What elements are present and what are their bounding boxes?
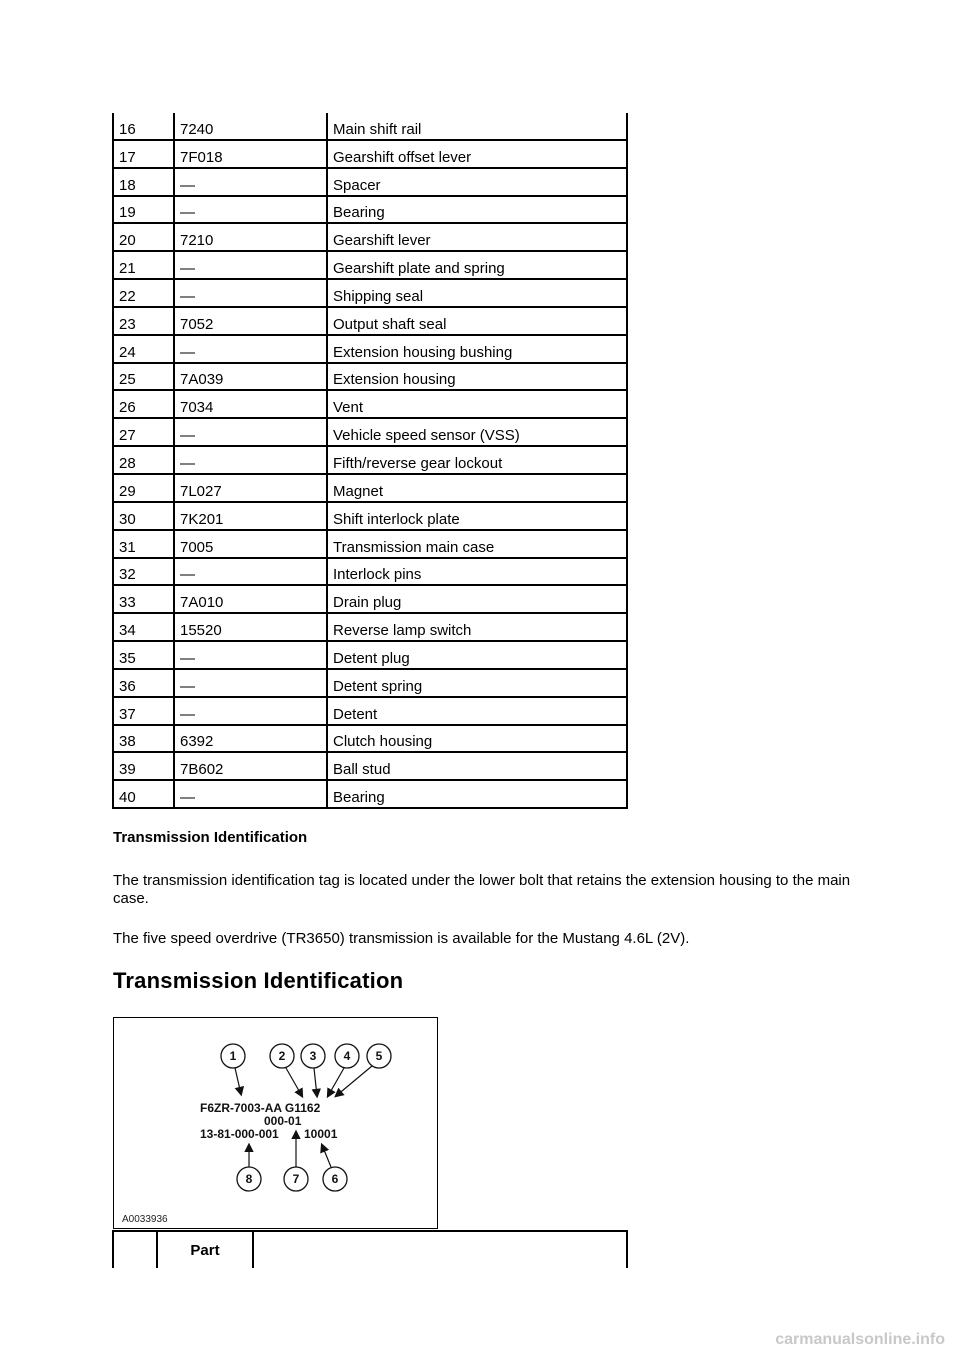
cell-part-number: — (174, 168, 327, 196)
cell-description: Gearshift plate and spring (327, 251, 627, 279)
cell-description: Transmission main case (327, 530, 627, 558)
table-row (113, 251, 627, 279)
cell-item-number: 31 (113, 530, 174, 558)
cell-part-number: — (174, 251, 327, 279)
cell-description: Extension housing bushing (327, 335, 627, 363)
leader-lines (235, 1066, 372, 1167)
table-row (113, 558, 627, 586)
cell-part-number: — (174, 418, 327, 446)
cell-item-number: 19 (113, 196, 174, 224)
part-table-header (112, 1230, 628, 1268)
callout-8 (237, 1167, 261, 1191)
callout-4 (335, 1044, 359, 1068)
cell-part-number: — (174, 641, 327, 669)
cell-description: Gearshift offset lever (327, 140, 627, 168)
identification-tag-figure (113, 1017, 438, 1229)
cell-description: Fifth/reverse gear lockout (327, 446, 627, 474)
cell-item-number: 38 (113, 725, 174, 753)
table-row (113, 613, 627, 641)
cell-item-number: 34 (113, 613, 174, 641)
cell-description: Vent (327, 390, 627, 418)
section-subheading: Transmission Identification (113, 829, 308, 846)
cell-part-number: 7240 (174, 113, 327, 140)
table-row (113, 390, 627, 418)
cell-part-number: 7L027 (174, 474, 327, 502)
parts-table-body (113, 113, 627, 808)
cell-item-number: 26 (113, 390, 174, 418)
table-row (113, 335, 627, 363)
header-cell-part: Part (157, 1231, 253, 1268)
callout-3 (301, 1044, 325, 1068)
table-row (113, 780, 627, 808)
cell-item-number: 17 (113, 140, 174, 168)
callout-7 (284, 1167, 308, 1191)
table-row (113, 168, 627, 196)
cell-item-number: 36 (113, 669, 174, 697)
callout-6 (323, 1167, 347, 1191)
svg-text:3: 3 (309, 1049, 317, 1063)
cell-description: Detent plug (327, 641, 627, 669)
cell-part-number: 7A039 (174, 363, 327, 391)
cell-item-number: 29 (113, 474, 174, 502)
cell-item-number: 35 (113, 641, 174, 669)
table-row (113, 307, 627, 335)
tag-line-3: 13-81-000-001 (200, 1127, 279, 1141)
callout-5 (367, 1044, 391, 1068)
cell-item-number: 18 (113, 168, 174, 196)
cell-part-number: — (174, 558, 327, 586)
table-row (113, 223, 627, 251)
cell-part-number: 15520 (174, 613, 327, 641)
callout-2 (270, 1044, 294, 1068)
table-row (113, 140, 627, 168)
cell-part-number: 7034 (174, 390, 327, 418)
tag-line-2: 000-01 (264, 1114, 302, 1128)
table-row (113, 530, 627, 558)
svg-text:4: 4 (343, 1049, 351, 1063)
cell-description: Clutch housing (327, 725, 627, 753)
svg-text:2: 2 (278, 1049, 286, 1063)
table-row (113, 363, 627, 391)
cell-part-number: 7005 (174, 530, 327, 558)
svg-text:1: 1 (229, 1049, 237, 1063)
cell-description: Extension housing (327, 363, 627, 391)
table-row (113, 418, 627, 446)
table-row (113, 446, 627, 474)
cell-part-number: 7052 (174, 307, 327, 335)
cell-item-number: 24 (113, 335, 174, 363)
cell-part-number: — (174, 669, 327, 697)
tag-illustration (114, 1018, 439, 1230)
callout-1 (221, 1044, 245, 1068)
table-row (113, 502, 627, 530)
cell-description: Drain plug (327, 585, 627, 613)
cell-item-number: 32 (113, 558, 174, 586)
tag-line-1: F6ZR-7003-AA G1162 (200, 1101, 321, 1115)
cell-description: Spacer (327, 168, 627, 196)
svg-text:8: 8 (245, 1172, 253, 1186)
cell-part-number: 7F018 (174, 140, 327, 168)
cell-description: Magnet (327, 474, 627, 502)
header-cell-item (113, 1231, 157, 1268)
cell-part-number: — (174, 446, 327, 474)
table-row (113, 196, 627, 224)
cell-item-number: 39 (113, 752, 174, 780)
cell-item-number: 25 (113, 363, 174, 391)
table-row (113, 725, 627, 753)
cell-part-number: 7A010 (174, 585, 327, 613)
table-row (113, 641, 627, 669)
figure-id: A0033936 (122, 1214, 168, 1225)
cell-part-number: 7K201 (174, 502, 327, 530)
cell-part-number: — (174, 335, 327, 363)
cell-item-number: 23 (113, 307, 174, 335)
cell-part-number: — (174, 196, 327, 224)
cell-description: Bearing (327, 780, 627, 808)
identification-paragraph: The transmission identification tag is located under the lower bolt that retains the extension housing to the main case. (113, 872, 851, 907)
cell-description: Main shift rail (327, 113, 627, 140)
cell-description: Detent (327, 697, 627, 725)
svg-text:7: 7 (292, 1172, 300, 1186)
cell-description: Bearing (327, 196, 627, 224)
cell-part-number: 7210 (174, 223, 327, 251)
table-row (113, 752, 627, 780)
cell-part-number: 7B602 (174, 752, 327, 780)
cell-description: Reverse lamp switch (327, 613, 627, 641)
cell-part-number: — (174, 279, 327, 307)
table-row (113, 113, 627, 140)
cell-part-number: — (174, 780, 327, 808)
header-cell-description (253, 1231, 627, 1268)
svg-text:6: 6 (331, 1172, 339, 1186)
cell-item-number: 20 (113, 223, 174, 251)
svg-text:5: 5 (375, 1049, 383, 1063)
cell-item-number: 30 (113, 502, 174, 530)
cell-item-number: 40 (113, 780, 174, 808)
availability-paragraph: The five speed overdrive (TR3650) transmission is available for the Mustang 4.6L (2V). (113, 930, 690, 947)
cell-description: Shipping seal (327, 279, 627, 307)
parts-table (112, 113, 628, 809)
cell-item-number: 28 (113, 446, 174, 474)
cell-item-number: 33 (113, 585, 174, 613)
cell-description: Detent spring (327, 669, 627, 697)
cell-part-number: — (174, 697, 327, 725)
table-row (113, 669, 627, 697)
table-row (113, 697, 627, 725)
cell-description: Output shaft seal (327, 307, 627, 335)
cell-part-number: 6392 (174, 725, 327, 753)
cell-description: Vehicle speed sensor (VSS) (327, 418, 627, 446)
table-row (113, 279, 627, 307)
cell-item-number: 22 (113, 279, 174, 307)
cell-description: Shift interlock plate (327, 502, 627, 530)
tag-line-3b: 10001 (304, 1127, 338, 1141)
cell-item-number: 27 (113, 418, 174, 446)
section-heading: Transmission Identification (113, 968, 404, 993)
watermark: carmanualsonline.info (775, 1331, 945, 1348)
cell-description: Ball stud (327, 752, 627, 780)
cell-item-number: 37 (113, 697, 174, 725)
cell-description: Gearshift lever (327, 223, 627, 251)
cell-description: Interlock pins (327, 558, 627, 586)
cell-item-number: 21 (113, 251, 174, 279)
table-row (113, 585, 627, 613)
cell-item-number: 16 (113, 113, 174, 140)
table-row (113, 474, 627, 502)
